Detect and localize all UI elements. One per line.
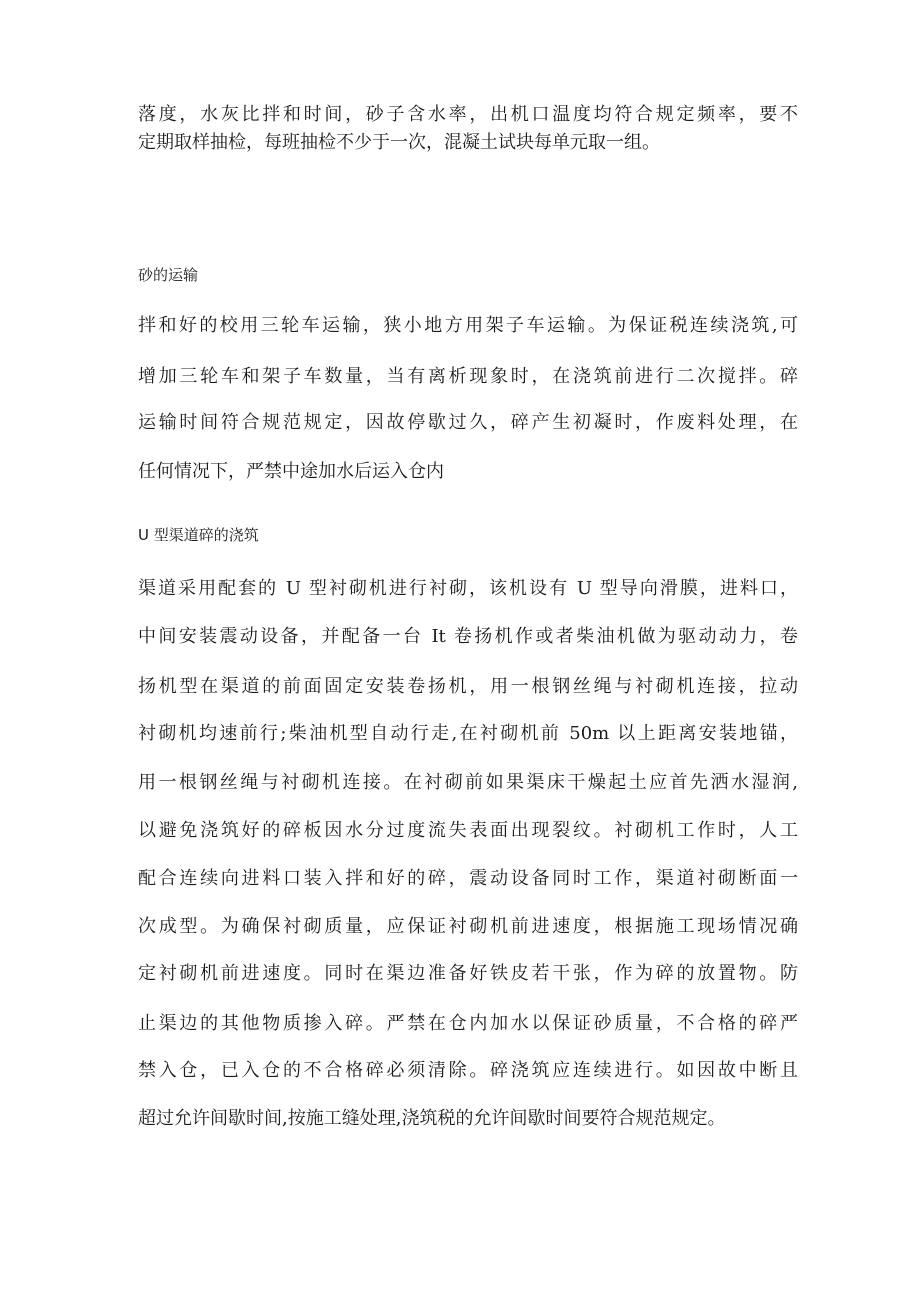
paragraph-line: 运输时间符合规范规定，因故停歇过久，碎产生初凝时，作废料处理，在	[138, 412, 798, 433]
paragraph-line: 超过允许间歇时间,按施工缝处理,浇筑税的允许间歇时间要符合规范规定。	[138, 1108, 726, 1129]
paragraph-line: 禁入仓，已入仓的不合格碎必须清除。碎浇筑应连续进行。如因故中断且	[138, 1060, 798, 1081]
paragraph-line: 定期取样抽检，每班抽检不少于一次，混凝土试块每单元取一组。	[138, 132, 660, 153]
paragraph-line: 衬砌机均速前行;柴油机型自动行走,在衬砌机前 50m 以上距离安装地锚，	[138, 723, 798, 744]
section-heading: U 型渠道碎的浇筑	[138, 526, 259, 544]
paragraph-line: 任何情况下，严禁中途加水后运入仓内	[138, 461, 444, 482]
paragraph-line: 定衬砌机前进速度。同时在渠边准备好铁皮若干张，作为碎的放置物。防	[138, 963, 798, 984]
paragraph-line: 配合连续向进料口装入拌和好的碎，震动设备同时工作，渠道衬砌断面一	[138, 868, 798, 889]
paragraph-line: 次成型。为确保衬砌质量，应保证衬砌机前进速度，根据施工现场情况确	[138, 916, 798, 937]
paragraph-line: 渠道采用配套的 U 型衬砌机进行衬砌，该机设有 U 型导向滑膜，进料口，	[138, 578, 798, 599]
paragraph-line: 中间安装震动设备，并配备一台 It 卷扬机作或者柴油机做为驱动动力，卷	[138, 626, 798, 647]
paragraph-line: 扬机型在渠道的前面固定安装卷扬机，用一根钢丝绳与衬砌机连接，拉动	[138, 676, 798, 697]
section-heading: 砂的运输	[138, 266, 199, 284]
paragraph-line: 增加三轮车和架子车数量，当有离析现象时，在浇筑前进行二次搅拌。碎	[138, 366, 798, 387]
paragraph-line: 用一根钢丝绳与衬砌机连接。在衬砌前如果渠床干燥起土应首先洒水湿润,	[138, 772, 798, 793]
paragraph-line: 拌和好的校用三轮车运输，狭小地方用架子车运输。为保证税连续浇筑,可	[138, 315, 798, 336]
paragraph-line: 止渠边的其他物质掺入碎。严禁在仓内加水以保证砂质量，不合格的碎严	[138, 1013, 798, 1034]
paragraph-line: 落度，水灰比拌和时间，砂子含水率，出机口温度均符合规定频率，要不	[138, 104, 798, 125]
paragraph-line: 以避免浇筑好的碎板因水分过度流失表面出现裂纹。衬砌机工作时，人工	[138, 820, 798, 841]
